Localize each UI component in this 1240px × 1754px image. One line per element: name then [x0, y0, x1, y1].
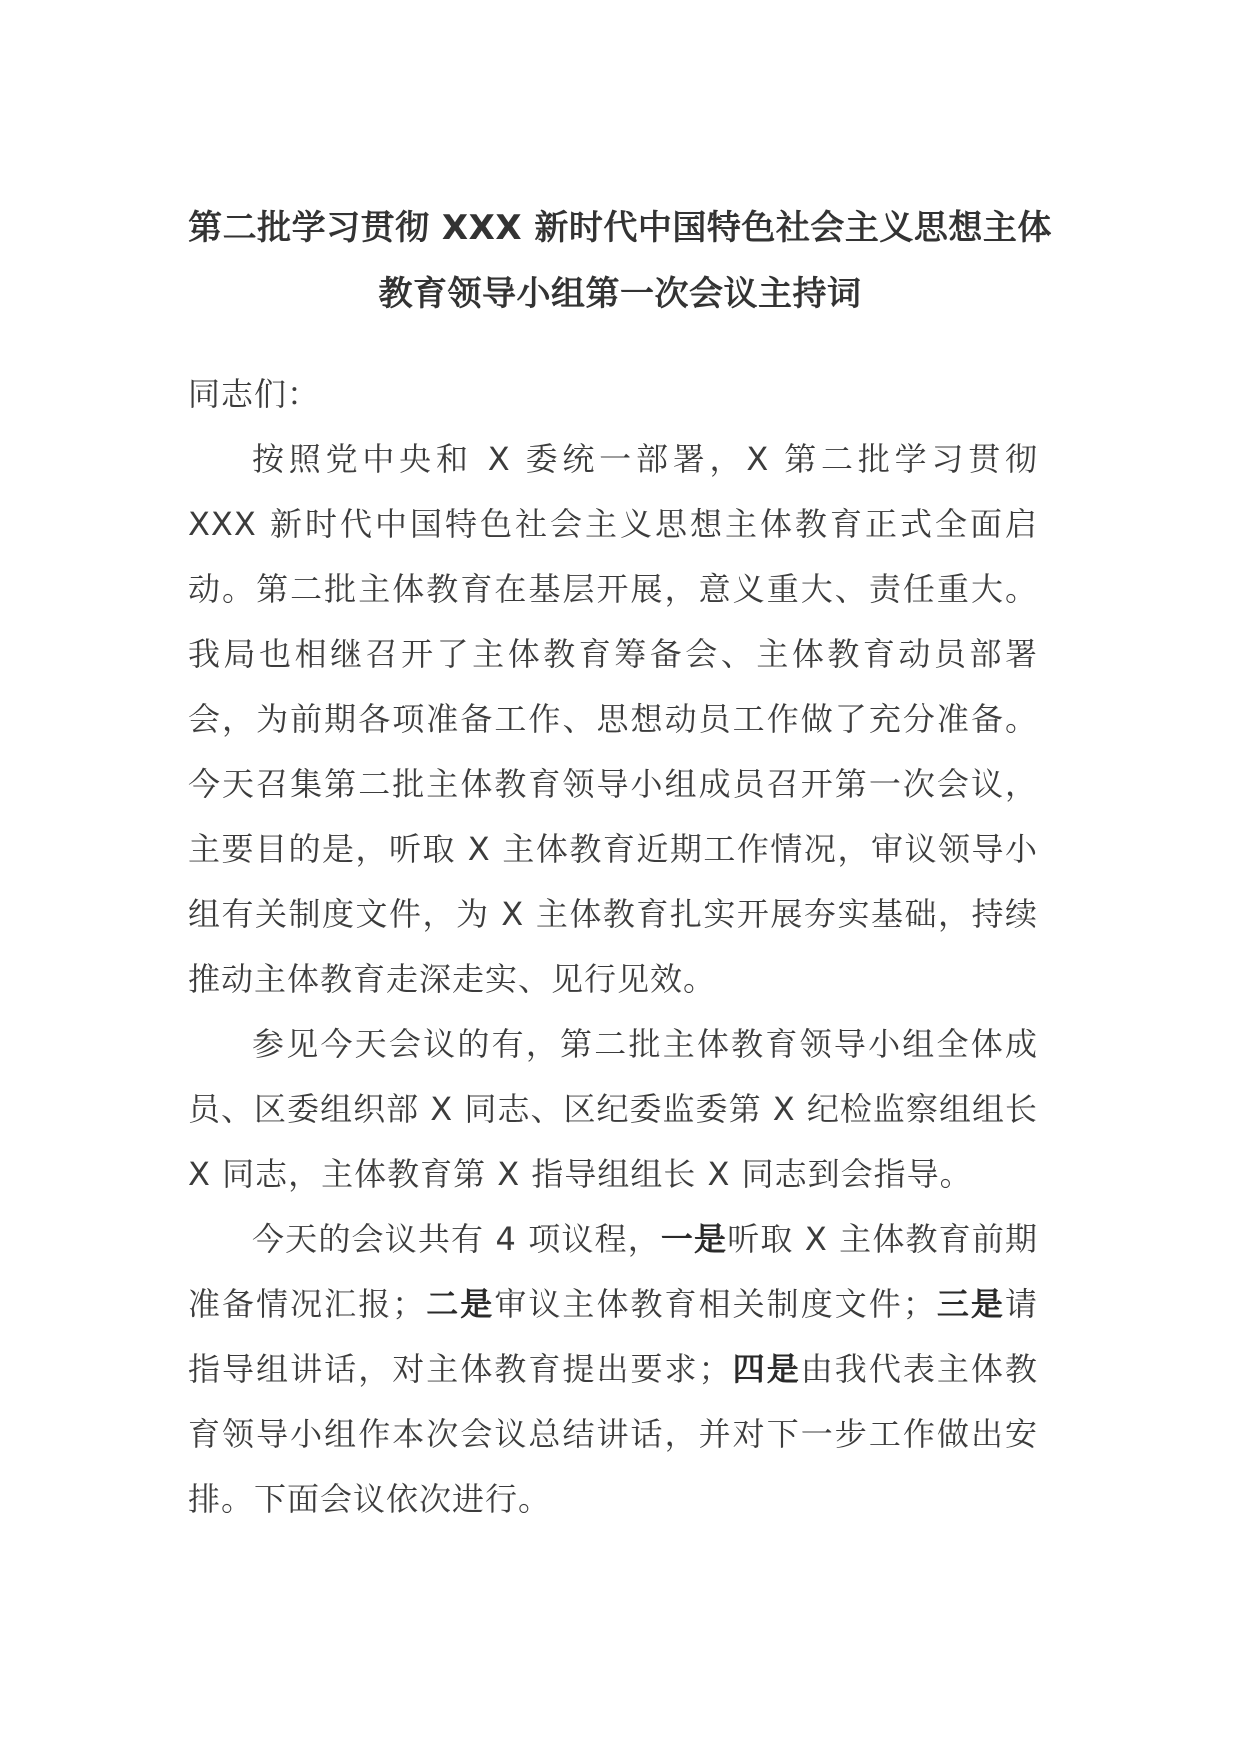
agenda-item-4-text: 由我代表主体教育领导小组作本次会议总结讲话，并对下一步工作做出安排。下面会议依次进行。	[188, 1350, 1038, 1518]
agenda-item-1-text: 听取 X 主体教育前期准备情况汇报；	[188, 1220, 1038, 1323]
agenda-item-2-label: 二是	[425, 1285, 495, 1323]
paragraph-attendees: 参见今天会议的有，第二批主体教育领导小组全体成员、区委组织部 X 同志、区纪委监委第 X 纪检监察组组长 X 同志，主体教育第 X 指导组组长 X 同志到会指导。	[188, 1025, 1038, 1193]
agenda-item-1-label: 一是	[660, 1220, 728, 1258]
agenda-intro: 今天的会议共有 4 项议程，	[252, 1220, 661, 1258]
document-body	[188, 362, 1038, 1532]
paragraph-intro: 按照党中央和 X 委统一部署，X 第二批学习贯彻 XXX 新时代中国特色社会主义思想主体教育正式全面启动。第二批主体教育在基层开展，意义重大、责任重大。我局也相继召开了主体教育筹备会、主体教育动员部署会，为前期各项准备工作、思想动员工作做了充分准备。今天召集第二批主体教育领导小组成员召开第一次会议，主要目的是，听取 X 主体教育近期工作情况，审议领导小组有关制度文件，为 X 主体教育扎实开展夯实基础，持续推动主体教育走深走实、见行见效。	[188, 440, 1038, 998]
agenda-item-4-label: 四是	[731, 1350, 801, 1388]
agenda-item-3-text: 请指导组讲话，对主体教育提出要求；	[188, 1285, 1038, 1388]
agenda-item-2-text: 审议主体教育相关制度文件；	[494, 1285, 936, 1323]
document-title: 第二批学习贯彻 XXX 新时代中国特色社会主义思想主体教育领导小组第一次会议主持词	[188, 208, 1052, 314]
agenda-item-3-label: 三是	[935, 1285, 1005, 1323]
paragraph-agenda	[188, 1207, 1038, 1532]
salutation: 同志们：	[188, 375, 321, 413]
